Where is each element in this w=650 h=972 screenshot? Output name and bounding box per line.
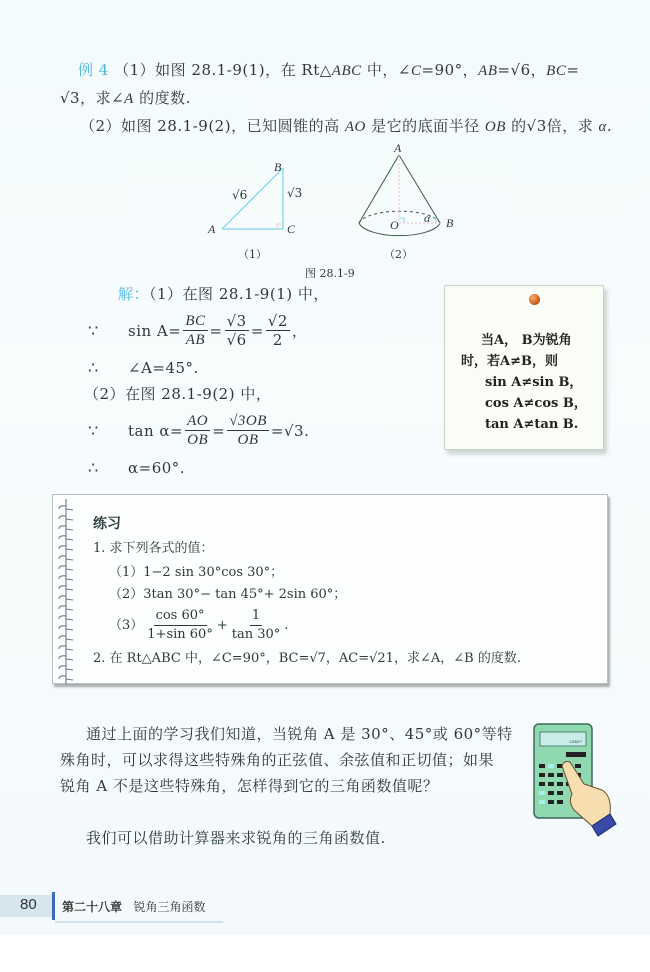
label-C: C: [287, 222, 296, 236]
notebook-spiral-icon: [56, 499, 76, 684]
note-line: sin A≠sin B，: [485, 375, 583, 390]
note-line: cos A≠cos B，: [485, 396, 587, 411]
paragraph-2: 我们可以借助计算器来求锐角的三角函数值.: [86, 829, 386, 847]
fraction-1-tan30: $\frac{1}{\tan 30^\circ}$: [231, 608, 281, 642]
figure-caption: 图 28.1-9: [305, 267, 355, 280]
practice-title: 练习: [93, 516, 121, 532]
example-line-2: √3，求∠A 的度数.: [60, 89, 191, 107]
example-line-1: 例 4 （1）如图 28.1-9(1)，在 Rt△ABC 中，∠C=90°，AB=√6，BC=: [78, 61, 580, 79]
label-B: B: [274, 160, 282, 174]
note-line: 当A， B为锐角: [481, 333, 572, 348]
pushpin-icon: [529, 294, 540, 305]
page-number: 80: [20, 896, 37, 913]
subcaption-2: （2）: [384, 248, 413, 261]
label-cone-B: B: [446, 216, 454, 230]
note-line: tan A≠tan B.: [485, 417, 579, 432]
paragraph-1-line-1: 通过上面的学习我们知道，当锐角 A 是 30°、45°或 60°等特: [86, 725, 513, 743]
note-line: 时，若A≠B，则: [461, 354, 558, 369]
fraction-bc-ab: $\frac{BC}{AB}$: [185, 313, 206, 348]
label-A: A: [208, 222, 216, 236]
chapter-title: 第二十八章 锐角三角函数: [62, 900, 206, 914]
practice-q1-2: （2）3tan 30°− tan 45°+ 2sin 60°；: [109, 587, 347, 602]
sticky-note: [444, 285, 604, 450]
practice-q2: 2. 在 Rt△ABC 中，∠C=90°，BC=√7，AC=√21，求∠A，∠B 的度数.: [93, 651, 521, 666]
example-part-2: （2）如图 28.1-9(2)，已知圆锥的高 AO 是它的底面半径 OB 的√3倍，求 α.: [80, 117, 613, 135]
solution-label: 解：: [118, 285, 150, 303]
practice-q1-1: （1）1−2 sin 30°cos 30°；: [109, 565, 284, 580]
practice-box: [52, 494, 608, 684]
fraction-ao-ob: $\frac{AO}{OB}$: [187, 413, 209, 448]
fraction-cos60: $\frac{\cos 60^\circ}{1+\sin 60^\circ}$: [147, 608, 213, 642]
footer-underline: [55, 921, 223, 923]
label-cone-O: O: [390, 218, 399, 232]
practice-q1-3: （3） $\frac{\cos 60^\circ}{1+\sin 60^\circ}$ + $\frac{1}{\tan 30^\circ}$ .: [109, 608, 289, 642]
solution-angle-a: ∴ ∠A=45°.: [88, 358, 199, 377]
label-leg: √3: [287, 186, 303, 200]
solution-alpha-result: ∴ α=60°.: [88, 458, 186, 477]
paragraph-1-line-2: 殊角时，可以求得这些特殊角的正弦值、余弦值和正切值；如果: [60, 751, 495, 769]
example-label: 例 4: [78, 61, 109, 79]
calculator-hand-icon: [532, 722, 622, 842]
fraction-sqrt3-sqrt6: $\frac{√3}{√6}$: [226, 312, 247, 349]
solution-tan-line: ∵ tan α= $\frac{AO}{OB}$ = $\frac{√3OB}{OB}$ =√3.: [88, 413, 310, 448]
fraction-sqrt2-2: $\frac{√2}{2}$: [267, 312, 288, 349]
practice-q1: 1. 求下列各式的值：: [93, 541, 214, 556]
label-hypotenuse: √6: [232, 188, 248, 202]
label-cone-A: A: [394, 141, 402, 155]
fraction-sqrt3ob-ob: $\frac{√3OB}{OB}$: [229, 413, 267, 448]
paragraph-1-line-3: 锐角 A 不是这些特殊角，怎样得到它的三角函数值呢？: [60, 777, 439, 795]
svg-text:23457: 23457: [569, 739, 582, 744]
solution-sin-line: ∵ sin A= $\frac{BC}{AB}$ = $\frac{√3}{√6}$ = $\frac{√2}{2}$ ，: [88, 312, 308, 349]
subcaption-1: （1）: [238, 248, 267, 261]
footer-separator: [52, 892, 55, 920]
solution-part-2-intro: （2）在图 28.1-9(2) 中，: [84, 385, 272, 403]
solution-intro: 解：（1）在图 28.1-9(1) 中，: [118, 285, 329, 303]
label-alpha: α: [424, 211, 431, 225]
